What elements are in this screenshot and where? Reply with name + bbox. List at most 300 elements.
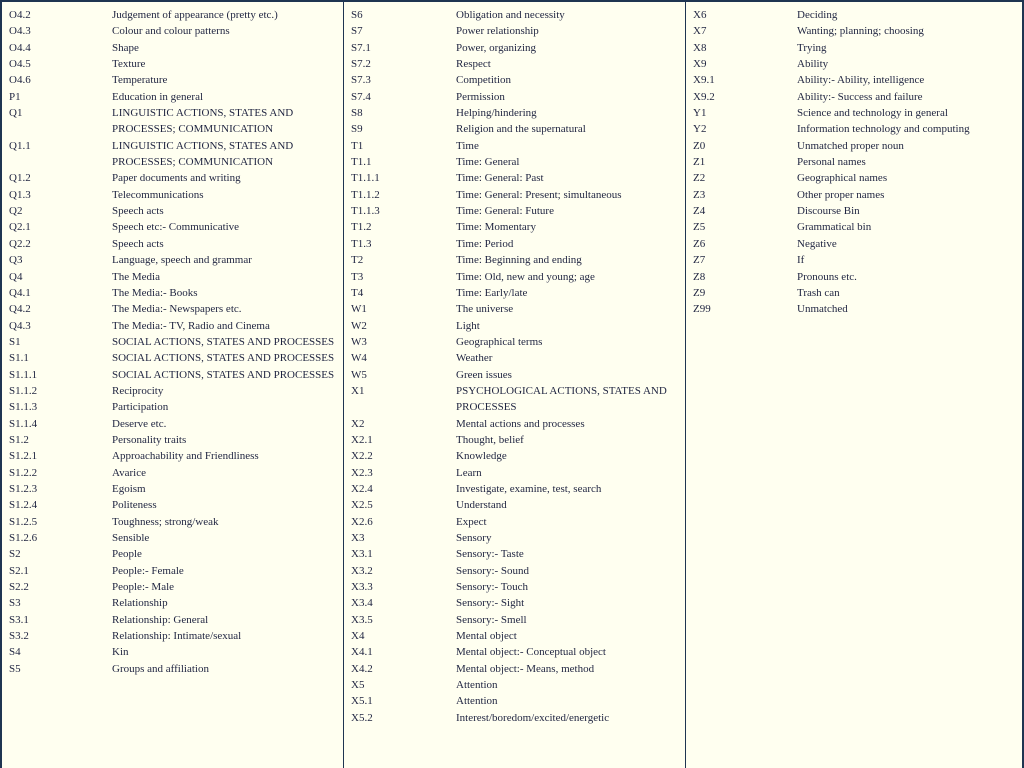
tag-code: S2.1: [9, 564, 29, 577]
table-row: [686, 89, 1024, 105]
tag-code: S4: [9, 646, 21, 659]
tag-description: Approachability and Friendliness: [112, 450, 259, 463]
tag-code: X4.2: [351, 662, 373, 675]
tag-code: X3.1: [351, 548, 373, 561]
tag-code: Z2: [693, 172, 706, 185]
tag-code: S1.2.1: [9, 450, 38, 463]
table-row: [344, 334, 685, 350]
tag-description: Geographical terms: [456, 335, 543, 348]
tag-description: Sensible: [112, 532, 150, 544]
tag-description: Other proper names: [797, 188, 885, 201]
table-row: [344, 301, 685, 317]
table-row: [686, 285, 1024, 301]
tag-description: Temperature: [112, 74, 168, 87]
tag-code: Q3: [9, 254, 23, 267]
table-column-3: [685, 2, 1024, 768]
tag-code: Q4: [9, 270, 23, 283]
tag-description: Obligation and necessity: [456, 9, 565, 21]
table-row: [2, 367, 343, 383]
table-row: [686, 40, 1024, 56]
tag-code: Q1.1: [9, 139, 31, 152]
tag-code: Q2: [9, 205, 23, 218]
tag-code: S5: [9, 662, 21, 675]
tag-code: Z0: [693, 139, 706, 152]
tag-description: Trash can: [797, 286, 840, 299]
tag-code: X2.4: [351, 482, 373, 495]
tag-code: X8: [693, 41, 707, 54]
table-row: [344, 7, 685, 23]
tag-code: O4.3: [9, 25, 31, 38]
tag-description: LINGUISTIC ACTIONS, STATES AND PROCESSES; COMMUNICATION: [112, 107, 294, 136]
tag-description: Politeness: [112, 499, 157, 512]
tag-code: Z5: [693, 221, 706, 234]
tag-code: X7: [693, 25, 707, 38]
tag-description: Interest/boredom/excited/energetic: [456, 711, 610, 724]
tag-code: T3: [351, 270, 364, 283]
tag-code: T1.3: [351, 237, 372, 250]
tag-description: Time: Momentary: [456, 221, 536, 234]
tag-code: S9: [351, 123, 363, 136]
tag-description: Science and technology in general: [797, 107, 948, 120]
tag-code: Q4.1: [9, 286, 31, 299]
table-row: [344, 530, 685, 546]
table-column-2: [343, 2, 685, 768]
tag-description: Texture: [112, 58, 146, 71]
table-row: [344, 138, 685, 154]
tag-description: Participation: [112, 401, 169, 414]
tag-description: Personality traits: [112, 433, 187, 446]
tag-description: Ability:- Success and failure: [797, 90, 923, 103]
tag-description: Attention: [456, 679, 498, 692]
tag-description: Permission: [456, 90, 505, 103]
tag-code: Q2.1: [9, 221, 31, 234]
tag-code: T1: [351, 139, 364, 152]
table-row: [2, 219, 343, 235]
tag-description: Expect: [456, 515, 487, 528]
tag-code: T1.2: [351, 221, 372, 234]
table-row: [344, 595, 685, 611]
tag-description: Personal names: [797, 156, 866, 169]
tag-code: Q2.2: [9, 237, 31, 250]
table-row: [2, 579, 343, 595]
tag-description: Avarice: [112, 466, 146, 479]
tag-description: Weather: [456, 352, 493, 365]
tag-description: Toughness; strong/weak: [112, 515, 219, 528]
tag-description: Geographical names: [797, 172, 888, 185]
table-row: [2, 530, 343, 546]
tag-code: S7.1: [351, 41, 371, 54]
tag-code: T1.1.2: [351, 188, 380, 201]
table-row: [686, 7, 1024, 23]
tag-description: Investigate, examine, test, search: [456, 482, 602, 495]
tag-description: People: [112, 548, 142, 561]
table-row: [344, 170, 685, 186]
table-row: [2, 7, 343, 23]
table-row: [2, 170, 343, 186]
table-row: [2, 399, 343, 415]
table-row: [344, 628, 685, 644]
table-row: [686, 252, 1024, 268]
tag-code: S2.2: [9, 581, 29, 594]
tag-code: S1.2: [9, 433, 29, 446]
table-row: [344, 56, 685, 72]
table-row: [344, 236, 685, 252]
table-row: [344, 693, 685, 709]
tag-description: Power relationship: [456, 25, 539, 38]
table-row: [344, 23, 685, 39]
tag-code: S2: [9, 548, 21, 561]
tag-code: Q4.2: [9, 303, 31, 316]
table-row: [344, 269, 685, 285]
table-row: [2, 301, 343, 317]
table-row: [344, 203, 685, 219]
table-row: [686, 138, 1024, 154]
tag-code: Q1: [9, 107, 23, 120]
table-row: [2, 383, 343, 399]
tag-code: X4: [351, 630, 365, 643]
tag-description: People:- Male: [112, 581, 175, 594]
table-row: [344, 710, 685, 726]
tag-code: S3.1: [9, 613, 29, 626]
table-row: [686, 236, 1024, 252]
tag-code: S1.1.1: [9, 368, 38, 381]
table-row: [344, 448, 685, 464]
tag-code: W2: [351, 319, 367, 332]
table-row: [686, 219, 1024, 235]
tag-description: Time: Beginning and ending: [456, 254, 582, 267]
tag-description: Telecommunications: [112, 188, 204, 201]
tag-code: X2.5: [351, 499, 373, 512]
tag-code: Z1: [693, 156, 706, 169]
tag-description: Power, organizing: [456, 41, 537, 54]
tag-code: X6: [693, 9, 707, 21]
tag-code: S1.1.2: [9, 384, 38, 397]
tag-code: Z9: [693, 286, 706, 299]
tag-description: Respect: [456, 58, 491, 71]
tag-code: X3: [351, 532, 365, 544]
tag-code: Q1.2: [9, 172, 31, 185]
table-row: [344, 383, 685, 416]
tag-code: T1.1.1: [351, 172, 380, 185]
tag-code: X1: [351, 384, 365, 397]
tag-code: X2.2: [351, 450, 373, 463]
tag-code: X5.1: [351, 695, 373, 708]
tag-code: X5.2: [351, 711, 373, 724]
tag-code: Z4: [693, 205, 706, 218]
tag-code: S7.3: [351, 74, 371, 87]
table-row: [2, 285, 343, 301]
table-row: [2, 56, 343, 72]
tag-code: Z7: [693, 254, 706, 267]
table-row: [344, 252, 685, 268]
tag-description: SOCIAL ACTIONS, STATES AND PROCESSES: [112, 352, 335, 365]
tag-code: S1: [9, 335, 21, 348]
tag-description: Pronouns etc.: [797, 270, 857, 283]
table-row: [344, 154, 685, 170]
tag-description: SOCIAL ACTIONS, STATES AND PROCESSES: [112, 335, 335, 348]
tag-description: Religion and the supernatural: [456, 123, 586, 136]
tag-description: The universe: [456, 303, 514, 316]
tag-description: Groups and affiliation: [112, 662, 209, 675]
table-row: [344, 612, 685, 628]
table-row: [344, 285, 685, 301]
table-row: [344, 497, 685, 513]
tag-description: Discourse Bin: [797, 205, 860, 218]
table-row: [2, 40, 343, 56]
tag-description: Wanting; planning; choosing: [797, 25, 924, 38]
tag-description: The Media:- Books: [112, 286, 198, 299]
table-row: [344, 219, 685, 235]
tag-description: Speech acts: [112, 205, 164, 218]
table-row: [344, 318, 685, 334]
table-row: [2, 628, 343, 644]
table-row: [2, 138, 343, 171]
table-row: [344, 105, 685, 121]
table-row: [344, 465, 685, 481]
table-row: [2, 546, 343, 562]
table-row: [344, 644, 685, 660]
table-row: [686, 105, 1024, 121]
table-row: [344, 72, 685, 88]
tag-code: T4: [351, 286, 364, 299]
table-row: [686, 187, 1024, 203]
table-row: [686, 56, 1024, 72]
table-row: [2, 595, 343, 611]
tag-code: Y1: [693, 107, 707, 120]
table-row: [2, 465, 343, 481]
table-row: [2, 23, 343, 39]
tag-code: O4.4: [9, 41, 31, 54]
tag-description: Time: General: Present; simultaneous: [456, 188, 622, 201]
tag-description: Attention: [456, 695, 498, 708]
tag-description: Kin: [112, 646, 129, 659]
tag-code: W4: [351, 352, 367, 365]
table-row: [2, 350, 343, 366]
tag-description: Mental object:- Conceptual object: [456, 646, 606, 659]
table-row: [344, 546, 685, 562]
tag-description: Green issues: [456, 368, 512, 381]
tag-description: Learn: [456, 466, 482, 479]
tag-description: Grammatical bin: [797, 221, 872, 234]
tag-code: S1.2.3: [9, 482, 38, 495]
table-row: [2, 497, 343, 513]
tag-code: W5: [351, 368, 367, 381]
table-row: [686, 203, 1024, 219]
table-row: [2, 563, 343, 579]
tag-description: The Media:- Newspapers etc.: [112, 303, 242, 316]
table-row: [2, 105, 343, 138]
tag-description: The Media:- TV, Radio and Cinema: [112, 319, 270, 332]
tag-code: T1.1.3: [351, 205, 380, 218]
tag-description: Judgement of appearance (pretty etc.): [112, 9, 278, 21]
tag-description: Helping/hindering: [456, 107, 537, 120]
tag-description: Shape: [112, 41, 139, 54]
tag-code: Q1.3: [9, 188, 31, 201]
table-row: [344, 579, 685, 595]
tag-description: Trying: [797, 41, 827, 54]
tag-description: Egoism: [112, 482, 146, 495]
tag-description: Mental actions and processes: [456, 417, 585, 430]
tag-description: Sensory:- Taste: [456, 548, 524, 561]
tag-description: Colour and colour patterns: [112, 25, 230, 38]
table-row: [2, 252, 343, 268]
tag-code: O4.5: [9, 58, 31, 71]
tag-description: Sensory:- Sound: [456, 564, 530, 577]
tag-description: Relationship: General: [112, 613, 209, 626]
tag-code: O4.2: [9, 9, 31, 21]
tag-code: Z3: [693, 188, 706, 201]
tag-code: S1.2.2: [9, 466, 38, 479]
tag-description: Time: Early/late: [456, 286, 528, 299]
tag-description: If: [797, 254, 805, 267]
table-row: [686, 154, 1024, 170]
tag-description: Sensory:- Touch: [456, 581, 529, 594]
tag-code: S1.2.6: [9, 532, 38, 544]
tag-description: Negative: [797, 237, 837, 250]
tag-code: X9: [693, 58, 707, 71]
table-row: [2, 514, 343, 530]
table-row: [686, 269, 1024, 285]
tag-code: X4.1: [351, 646, 373, 659]
tag-code: S7.4: [351, 90, 371, 103]
table-row: [2, 334, 343, 350]
tag-description: Unmatched: [797, 303, 848, 316]
tag-code: S8: [351, 107, 363, 120]
tag-description: Paper documents and writing: [112, 172, 241, 185]
tag-description: Time: [456, 139, 479, 152]
table-row: [686, 301, 1024, 317]
tag-description: PSYCHOLOGICAL ACTIONS, STATES AND PROCESSES: [456, 384, 667, 414]
table-row: [2, 269, 343, 285]
tag-code: X3.3: [351, 581, 373, 594]
tag-code: W1: [351, 303, 367, 316]
table-row: [344, 432, 685, 448]
tag-description: Deserve etc.: [112, 417, 167, 430]
tag-description: Unmatched proper noun: [797, 139, 904, 152]
tag-description: Thought, belief: [456, 433, 524, 446]
table-row: [2, 187, 343, 203]
tag-description: Deciding: [797, 9, 838, 21]
table-row: [344, 40, 685, 56]
table-row: [2, 448, 343, 464]
tag-description: Sensory:- Smell: [456, 613, 527, 626]
tag-code: X3.2: [351, 564, 373, 577]
tag-description: Sensory: [456, 532, 492, 544]
tag-code: S1.2.4: [9, 499, 38, 512]
tag-description: Sensory:- Sight: [456, 597, 525, 610]
tag-description: Time: General: Future: [456, 205, 554, 218]
table-row: [2, 318, 343, 334]
table-row: [344, 187, 685, 203]
tag-description: LINGUISTIC ACTIONS, STATES AND PROCESSES; COMMUNICATION: [112, 139, 294, 169]
tag-code: X9.2: [693, 90, 715, 103]
table-row: [2, 416, 343, 432]
tag-description: Competition: [456, 74, 511, 87]
tag-code: X2.6: [351, 515, 373, 528]
tag-description: Information technology and computing: [797, 123, 970, 136]
table-row: [2, 236, 343, 252]
tag-code: S3: [9, 597, 21, 610]
table-row: [344, 121, 685, 137]
tag-description: Understand: [456, 499, 507, 512]
table-row: [344, 367, 685, 383]
tag-description: Time: General: [456, 156, 520, 169]
table-row: [686, 23, 1024, 39]
tag-code: W3: [351, 335, 367, 348]
tag-description: SOCIAL ACTIONS, STATES AND PROCESSES: [112, 368, 335, 381]
tag-code: Z99: [693, 303, 711, 316]
table-row: [344, 514, 685, 530]
table-row: [2, 72, 343, 88]
tag-code: X3.5: [351, 613, 373, 626]
tag-code: S1.1.3: [9, 401, 38, 414]
table-row: [344, 350, 685, 366]
tag-description: Time: General: Past: [456, 172, 544, 185]
table-row: [344, 481, 685, 497]
table-row: [344, 563, 685, 579]
tag-description: Speech etc:- Communicative: [112, 221, 240, 234]
tag-code: Z6: [693, 237, 706, 250]
tag-code: X5: [351, 679, 365, 692]
tag-description: Speech acts: [112, 237, 164, 250]
table-row: [2, 89, 343, 105]
tag-description: Mental object:- Means, method: [456, 662, 595, 675]
tag-code: S6: [351, 9, 363, 21]
table-row: [344, 416, 685, 432]
tag-code: T1.1: [351, 156, 372, 169]
tag-code: S3.2: [9, 630, 29, 643]
tag-description: Reciprocity: [112, 384, 164, 397]
table-row: [686, 72, 1024, 88]
table-row: [2, 203, 343, 219]
tag-description: The Media: [112, 270, 160, 283]
table-row: [2, 644, 343, 660]
tag-code: Y2: [693, 123, 707, 136]
table-row: [2, 481, 343, 497]
tag-code: S7.2: [351, 58, 371, 71]
tag-code: S7: [351, 25, 363, 38]
tag-description: Light: [456, 319, 480, 332]
tag-description: Education in general: [112, 90, 204, 103]
table-row: [344, 661, 685, 677]
table-row: [686, 170, 1024, 186]
table-row: [2, 661, 343, 677]
table-column-1: [2, 2, 343, 768]
tag-code: S1.1.4: [9, 417, 38, 430]
tag-description: Mental object: [456, 630, 517, 643]
tag-code: O4.6: [9, 74, 31, 87]
tag-code: Z8: [693, 270, 706, 283]
tag-code: X2.3: [351, 466, 373, 479]
tag-code: T2: [351, 254, 364, 267]
tag-description: Ability:- Ability, intelligence: [797, 74, 925, 87]
tag-description: Ability: [797, 58, 829, 71]
tag-description: Language, speech and grammar: [112, 254, 252, 267]
tag-description: People:- Female: [112, 564, 184, 577]
table-row: [2, 432, 343, 448]
tag-code: S1.1: [9, 352, 29, 365]
tag-code: X9.1: [693, 74, 715, 87]
tag-code: Q4.3: [9, 319, 31, 332]
table-row: [344, 677, 685, 693]
tag-code: X2: [351, 417, 365, 430]
tag-description: Relationship: [112, 597, 168, 610]
table-row: [344, 89, 685, 105]
tag-description: Relationship: Intimate/sexual: [112, 630, 242, 643]
tag-code: X3.4: [351, 597, 373, 610]
tag-description: Time: Period: [456, 237, 514, 250]
tag-description: Knowledge: [456, 450, 507, 463]
